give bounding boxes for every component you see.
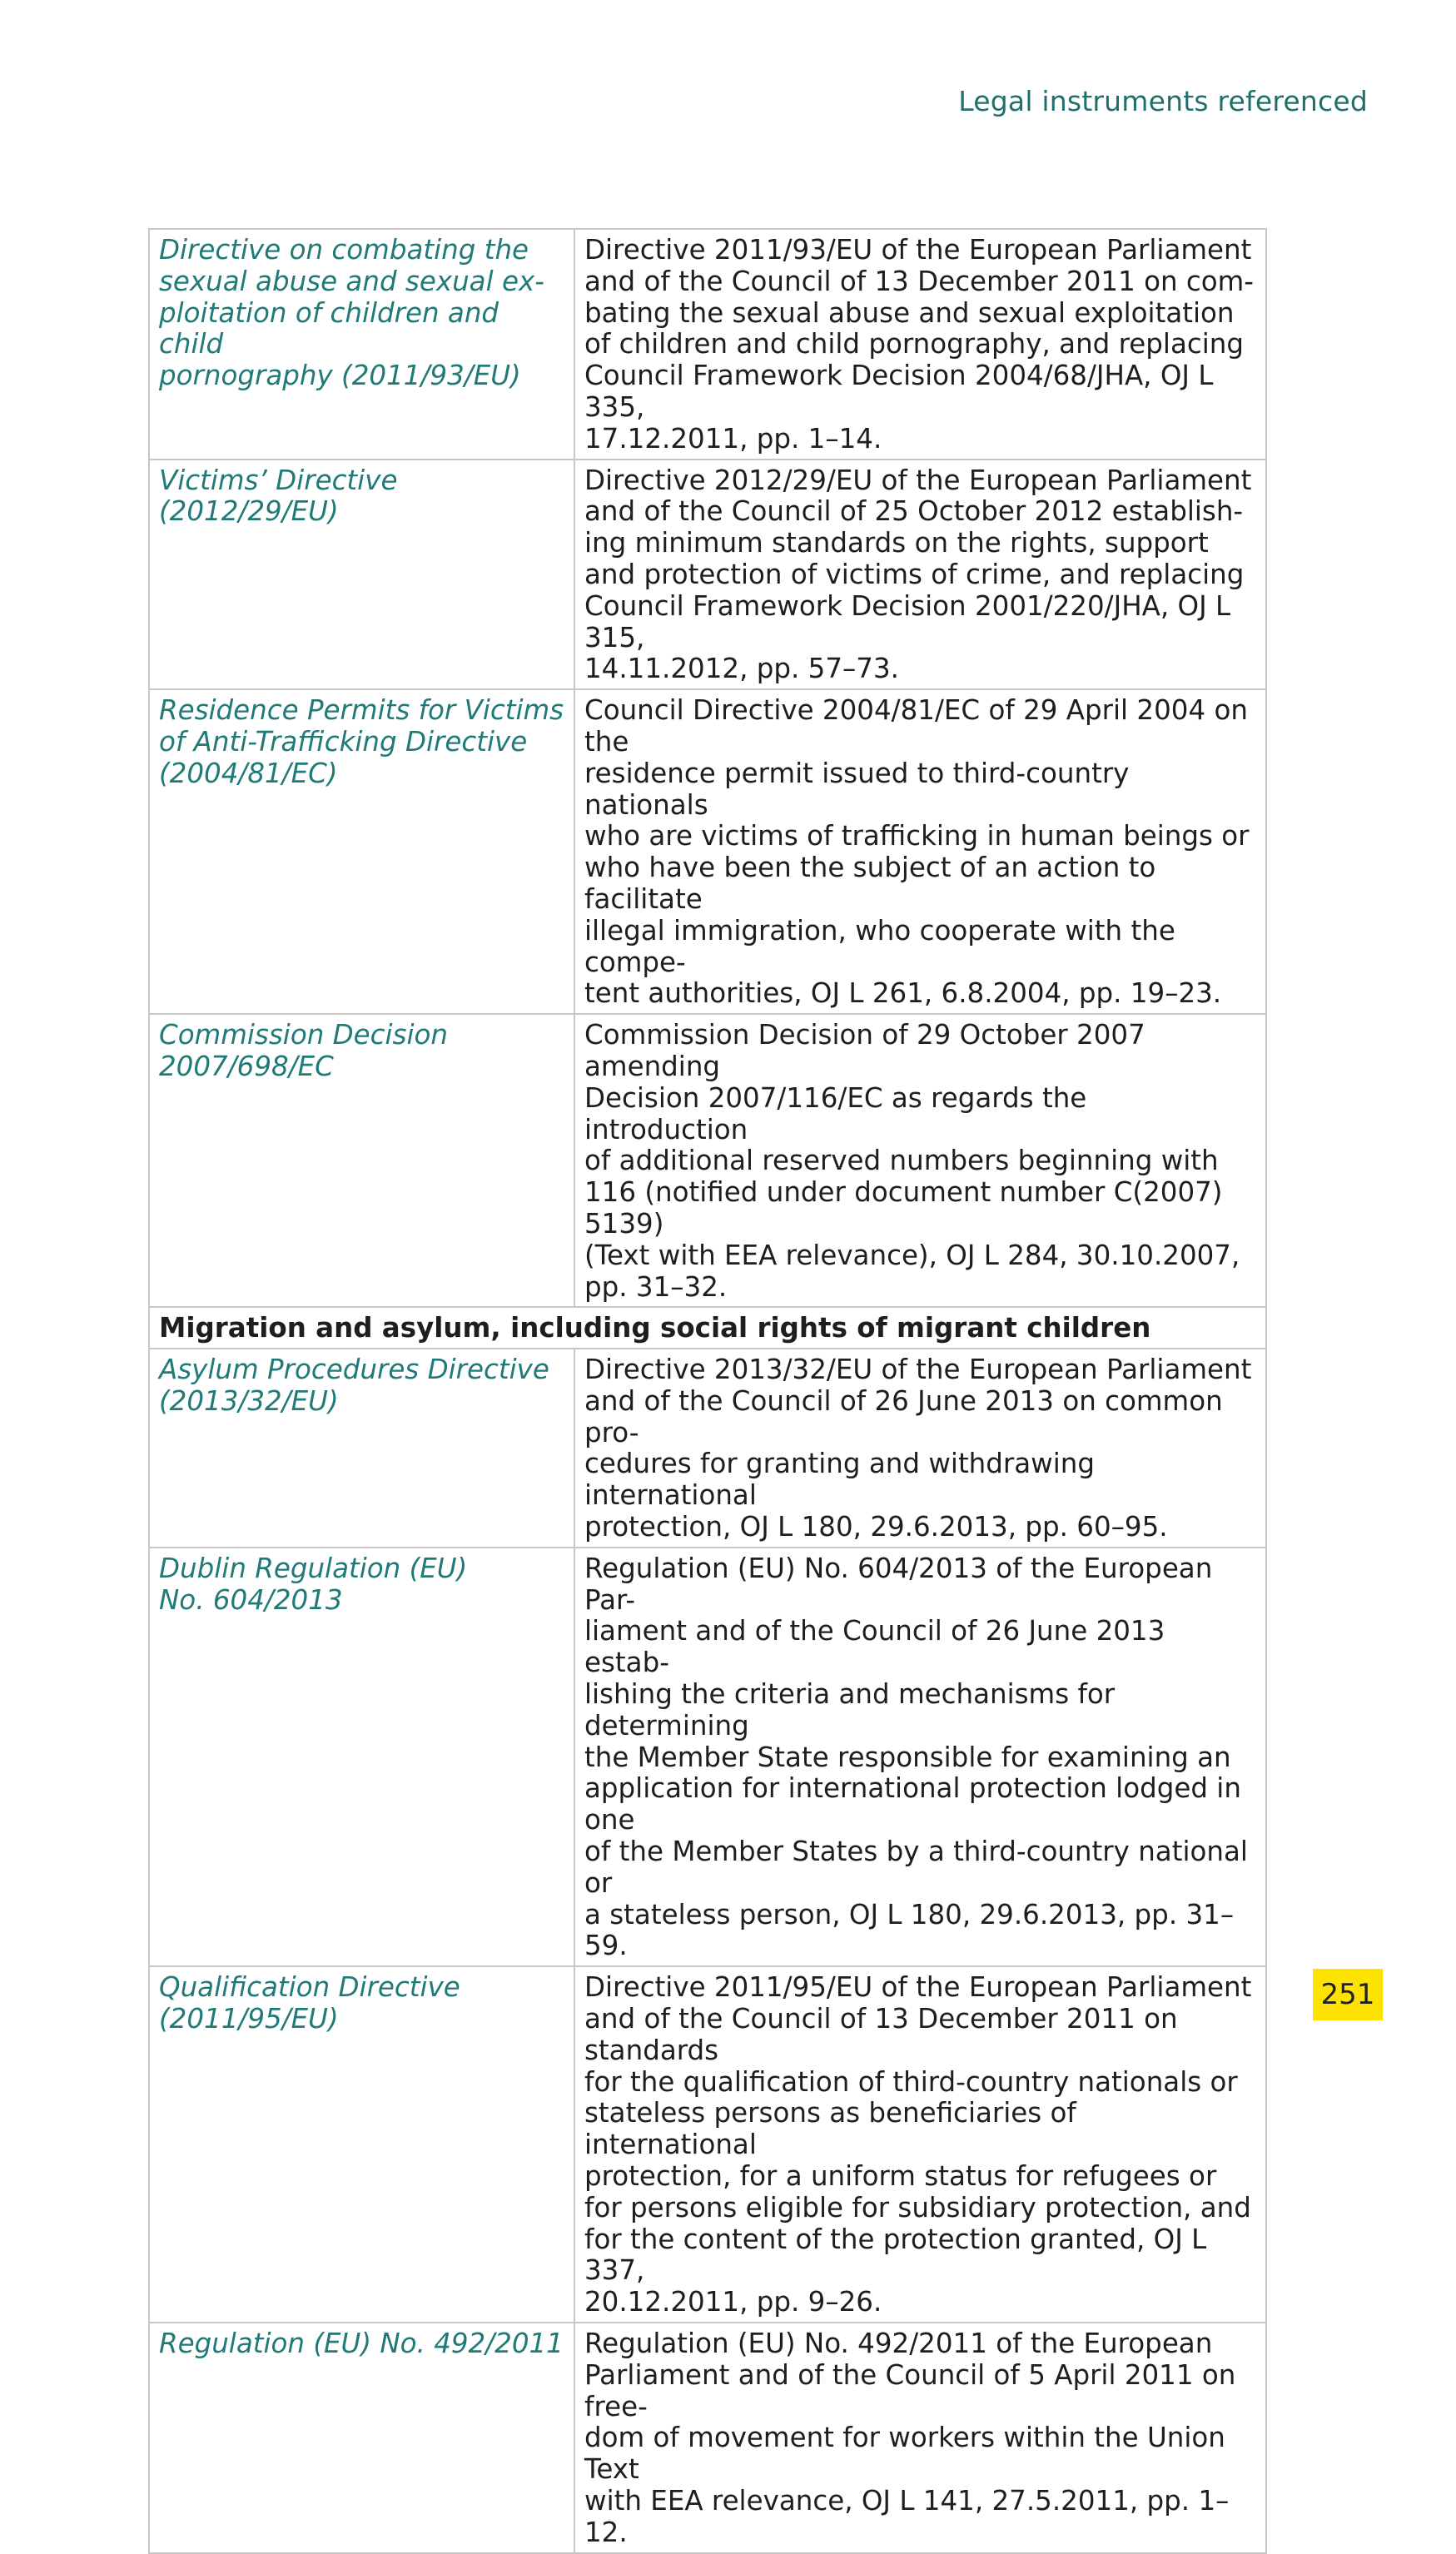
- table-row: [149, 1349, 1266, 1548]
- instrument-short-title: Residence Permits for Victims of Anti-Trafficking Directive (2004/81/EC): [149, 689, 574, 1014]
- table-row: [149, 1014, 1266, 1307]
- table-row: [149, 2323, 1266, 2553]
- section-heading-row: [149, 1307, 1266, 1349]
- instrument-short-title: Asylum Procedures Directive (2013/32/EU): [149, 1349, 574, 1548]
- table-row: [149, 1548, 1266, 1966]
- instrument-short-title: Dublin Regulation (EU) No. 604/2013: [149, 1548, 574, 1966]
- instrument-short-title: Commission Decision 2007/698/EC: [149, 1014, 574, 1307]
- page-number: 251: [1320, 1978, 1375, 2011]
- table-row: [149, 460, 1266, 690]
- instrument-full-citation: Directive 2011/95/EU of the European Parliament and of the Council of 13 December 2011 on standards for the qualification of third-country nationals or stateless persons as beneficiaries of international protection, for a uniform status for refugees or for persons eligible for subsidiary protection, and for the content of the protection granted, OJ L 337, 20.12.2011, pp. 9–26.: [574, 1966, 1266, 2323]
- table-row: [149, 1966, 1266, 2323]
- instrument-full-citation: Commission Decision of 29 October 2007 amending Decision 2007/116/EC as regards the introduction of additional reserved numbers beginning with 116 (notified under document number C(2007) 5139) (Text with EEA relevance), OJ L 284, 30.10.2007, pp. 31–32.: [574, 1014, 1266, 1307]
- instrument-short-title: Regulation (EU) No. 492/2011: [149, 2323, 574, 2553]
- instrument-full-citation: Directive 2013/32/EU of the European Parliament and of the Council of 26 June 2013 on common pro- cedures for granting and withdrawing international protection, OJ L 180, 29.6.2013, pp. 60–95.: [574, 1349, 1266, 1548]
- instrument-full-citation: Council Directive 2004/81/EC of 29 April 2004 on the residence permit issued to third-country nationals who are victims of trafficking in human beings or who have been the subject of an action to facilitate illegal immigration, who cooperate with the compe- tent authorities, OJ L 261, 6.8.2004, pp. 19–23.: [574, 689, 1266, 1014]
- instrument-full-citation: Directive 2012/29/EU of the European Parliament and of the Council of 25 October 2012 establish- ing minimum standards on the rights, support and protection of victims of crime, and replacing Council Framework Decision 2001/220/JHA, OJ L 315, 14.11.2012, pp. 57–73.: [574, 460, 1266, 690]
- table-row: [149, 229, 1266, 460]
- section-heading: Migration and asylum, including social rights of migrant children: [149, 1307, 1266, 1349]
- legal-instruments-table: [148, 228, 1267, 2554]
- instrument-short-title: Directive on combating the sexual abuse and sexual ex- ploitation of children and child pornography (2011/93/EU): [149, 229, 574, 460]
- instrument-full-citation: Regulation (EU) No. 604/2013 of the European Par- liament and of the Council of 26 June 2013 estab- lishing the criteria and mechanisms for determining the Member State responsible for examining an application for international protection lodged in one of the Member States by a third-country national or a stateless person, OJ L 180, 29.6.2013, pp. 31–59.: [574, 1548, 1266, 1966]
- instrument-short-title: Qualification Directive (2011/95/EU): [149, 1966, 574, 2323]
- table-row: [149, 689, 1266, 1014]
- instrument-full-citation: Regulation (EU) No. 492/2011 of the European Parliament and of the Council of 5 April 2011 on free- dom of movement for workers within the Union Text with EEA relevance, OJ L 141, 27.5.2011, pp. 1–12.: [574, 2323, 1266, 2553]
- instrument-short-title: Victims’ Directive (2012/29/EU): [149, 460, 574, 690]
- page-number-badge: [1313, 1969, 1383, 2020]
- running-header: Legal instruments referenced: [958, 85, 1368, 117]
- instrument-full-citation: Directive 2011/93/EU of the European Parliament and of the Council of 13 December 2011 on com- bating the sexual abuse and sexual exploitation of children and child pornography, and replacing Council Framework Decision 2004/68/JHA, OJ L 335, 17.12.2011, pp. 1–14.: [574, 229, 1266, 460]
